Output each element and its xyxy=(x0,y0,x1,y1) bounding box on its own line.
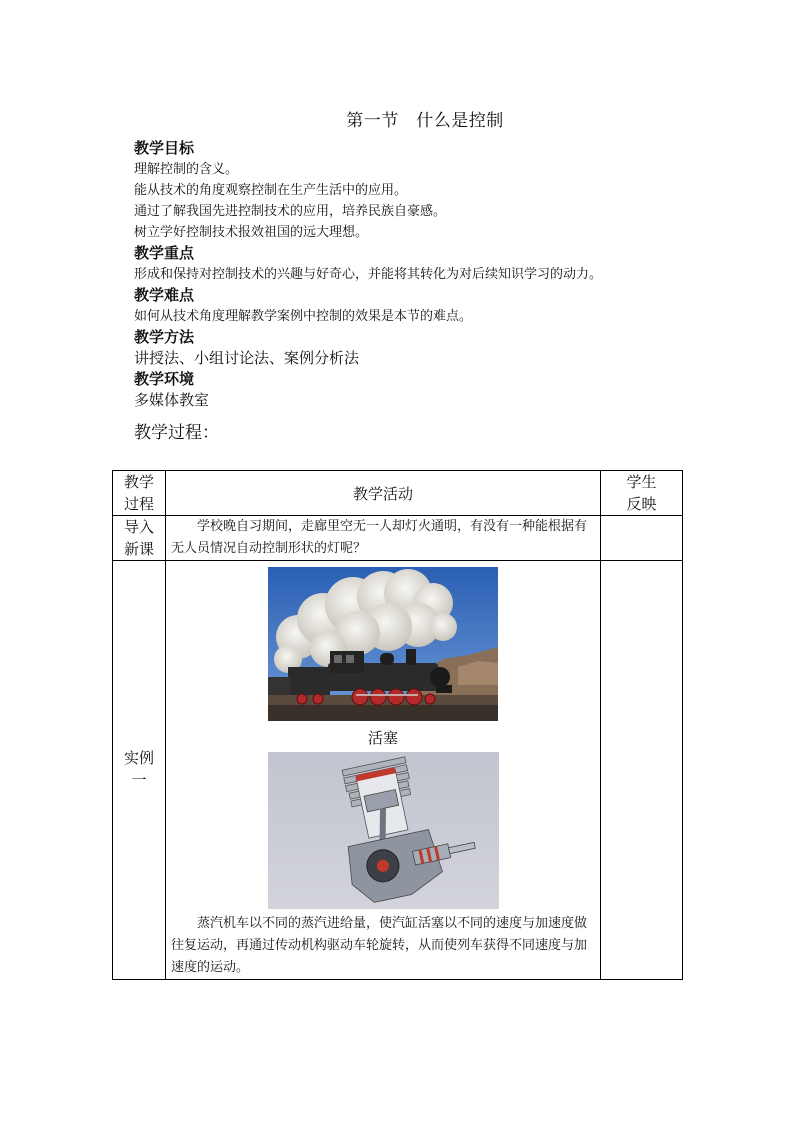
row-stage-line2: 一 xyxy=(131,771,147,789)
row-stage-line1: 实例 xyxy=(123,749,154,767)
focus-heading: 教学重点 xyxy=(134,244,195,262)
difficulty-heading: 教学难点 xyxy=(134,286,195,304)
lesson-info xyxy=(134,138,694,411)
image-caption: 活塞 xyxy=(367,729,398,747)
row-stage xyxy=(113,561,166,980)
lesson-table xyxy=(112,470,683,980)
goal-item: 树立学好控制技术报效祖国的远大理想。 xyxy=(134,225,369,240)
activity-text: 蒸汽机车以不同的蒸汽进给量，使汽缸活塞以不同的速度与加速度做往复运动，再通过传动机构驱动车轮旋转，从而使列车获得不同速度与加速度的运动。 xyxy=(171,916,588,975)
focus-text: 形成和保持对控制技术的兴趣与好奇心，并能将其转化为对后续知识学习的动力。 xyxy=(134,267,603,282)
piston-cad-image xyxy=(268,752,499,909)
header-response-line2: 反映 xyxy=(626,495,657,513)
row-stage xyxy=(113,516,166,561)
header-stage-line2: 过程 xyxy=(123,495,154,513)
difficulty-text: 如何从技术角度理解教学案例中控制的效果是本节的难点。 xyxy=(134,309,473,324)
header-activity: 教学活动 xyxy=(166,471,601,516)
activity-text: 学校晚自习期间，走廊里空无一人却灯火通明，有没有一种能根据有无人员情况自动控制形状的灯呢？ xyxy=(171,519,588,556)
method-text: 讲授法、小组讨论法、案例分析法 xyxy=(134,349,360,367)
table-header-row xyxy=(113,471,683,516)
header-response-line1: 学生 xyxy=(626,473,657,491)
header-response xyxy=(601,471,683,516)
row-response xyxy=(601,516,683,561)
page-title: 第一节 什么是控制 xyxy=(346,111,504,131)
row-stage-line2: 新课 xyxy=(123,540,154,558)
goal-item: 通过了解我国先进控制技术的应用，培养民族自豪感。 xyxy=(134,204,447,219)
row-activity xyxy=(166,561,601,980)
row-response xyxy=(601,561,683,980)
environment-text: 多媒体教室 xyxy=(134,391,210,409)
header-stage-line1: 教学 xyxy=(123,473,154,491)
row-activity xyxy=(166,516,601,561)
table-row xyxy=(113,516,683,561)
goal-item: 理解控制的含义。 xyxy=(134,162,239,177)
process-label: 教学过程： xyxy=(134,423,219,443)
steam-locomotive-image xyxy=(268,567,498,721)
method-heading: 教学方法 xyxy=(134,328,195,346)
table-row xyxy=(113,561,683,980)
row-stage-line1: 导入 xyxy=(123,518,154,536)
header-stage xyxy=(113,471,166,516)
environment-heading: 教学环境 xyxy=(134,370,195,388)
goals-heading: 教学目标 xyxy=(134,139,195,157)
goal-item: 能从技术的角度观察控制在生产生活中的应用。 xyxy=(134,183,408,198)
